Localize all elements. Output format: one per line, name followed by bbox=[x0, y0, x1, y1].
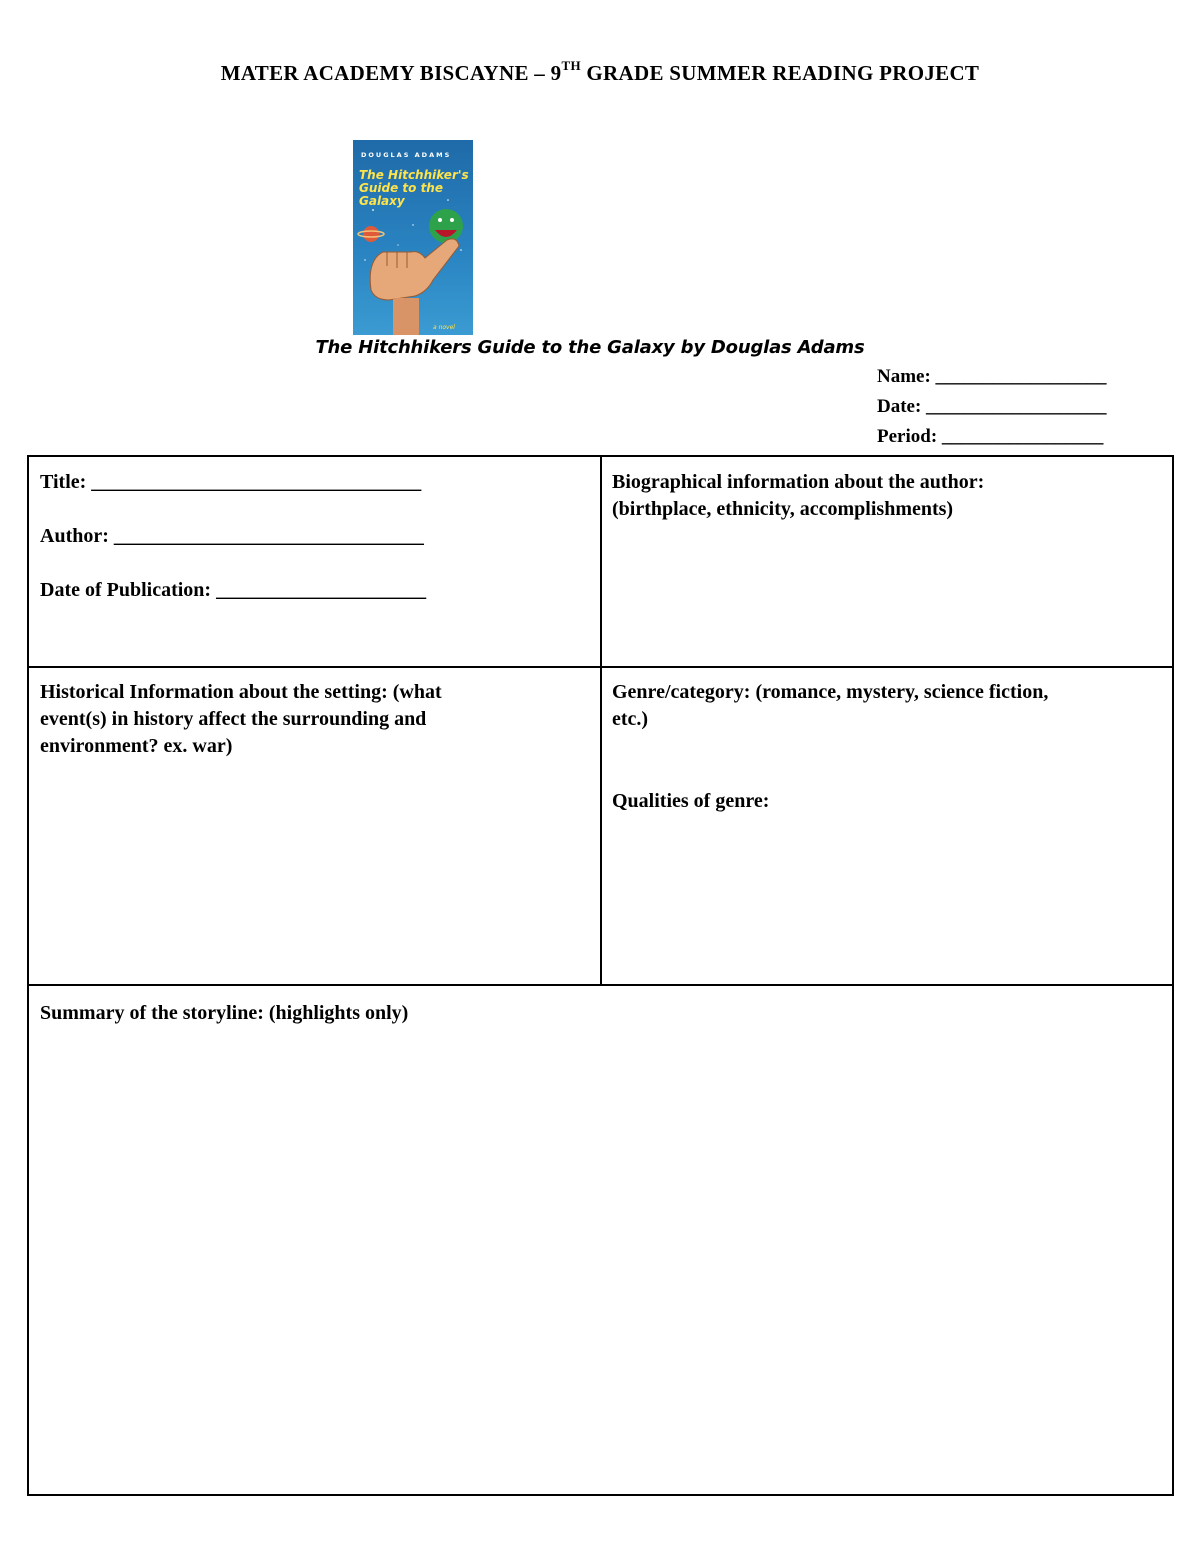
row-divider bbox=[29, 984, 1172, 986]
cover-title-line1: The Hitchhiker's bbox=[359, 168, 469, 182]
biography-hint: (birthplace, ethnicity, accomplishments) bbox=[612, 498, 954, 520]
period-field[interactable]: Period: _________________ bbox=[877, 426, 1104, 447]
cover-footer-text: a novel bbox=[433, 324, 455, 331]
cover-author-text: DOUGLAS ADAMS bbox=[361, 151, 452, 159]
smiley-planet-icon bbox=[429, 209, 463, 243]
cover-title-line2: Guide to the bbox=[359, 181, 443, 195]
book-cover-image bbox=[353, 140, 473, 335]
project-grid bbox=[27, 455, 1174, 1496]
summary-cell[interactable] bbox=[40, 1000, 1160, 1027]
genre-prompt-line: Genre/category: (romance, mystery, science fiction, bbox=[612, 681, 1049, 703]
cover-title-line3: Galaxy bbox=[359, 194, 405, 208]
author-field[interactable]: Author: _______________________________ bbox=[40, 525, 424, 547]
summary-heading: Summary of the storyline: (highlights only) bbox=[40, 1002, 409, 1024]
historical-prompt-line: environment? ex. war) bbox=[40, 735, 233, 757]
historical-prompt-line: event(s) in history affect the surrounding and bbox=[40, 708, 427, 730]
planet-icon bbox=[363, 226, 379, 242]
column-divider bbox=[600, 457, 602, 986]
genre-cell[interactable] bbox=[612, 679, 1167, 815]
historical-prompt-line: Historical Information about the setting: (what bbox=[40, 681, 442, 703]
date-field[interactable]: Date: ___________________ bbox=[877, 396, 1107, 417]
title-field[interactable]: Title: _________________________________ bbox=[40, 471, 422, 493]
name-field[interactable]: Name: __________________ bbox=[877, 366, 1107, 387]
genre-qualities-label: Qualities of genre: bbox=[612, 790, 770, 812]
row-divider bbox=[29, 666, 1172, 668]
publication-date-field[interactable]: Date of Publication: _____________________ bbox=[40, 579, 427, 601]
page-title: MATER ACADEMY BISCAYNE – 9TH GRADE SUMMER READING PROJECT bbox=[220, 58, 980, 85]
book-info-cell bbox=[40, 469, 590, 604]
historical-info-cell[interactable] bbox=[40, 679, 590, 760]
book-caption: The Hitchhikers Guide to the Galaxy by Douglas Adams bbox=[315, 337, 865, 358]
biography-cell[interactable] bbox=[612, 469, 1167, 523]
biography-heading: Biographical information about the author: bbox=[612, 471, 985, 493]
genre-prompt-line: etc.) bbox=[612, 708, 649, 730]
